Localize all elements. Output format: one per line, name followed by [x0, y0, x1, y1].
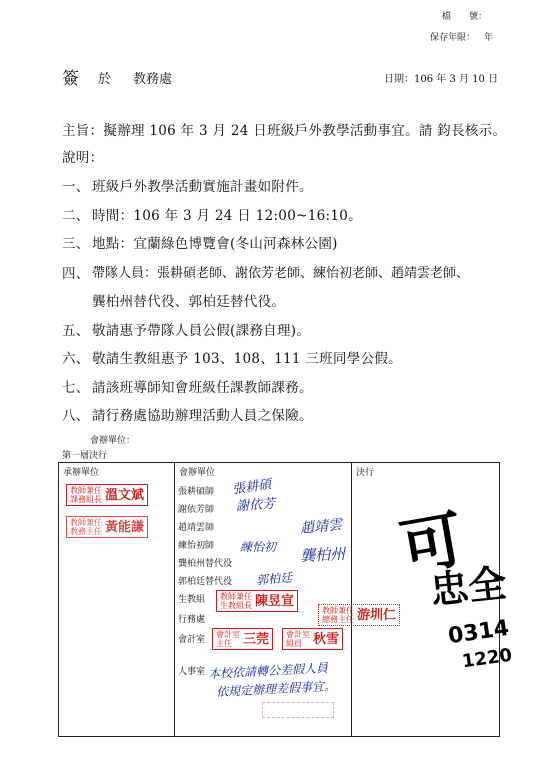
handwritten-signature: 張耕碩	[231, 477, 273, 498]
item-number: 二、	[62, 208, 90, 224]
item-text: 敬請生教組惠予 103、108、111 三班同學公假。	[92, 351, 402, 367]
role-label: 龔柏州替代役	[178, 559, 233, 569]
subject: 主旨：擬辦理 106 年 3 月 24 日班級戶外教學活動事宜。請 鈞長核示。	[62, 123, 507, 139]
item-number: 四、	[62, 266, 90, 282]
final-approval-date: 0314	[446, 615, 511, 650]
faint-stamp	[262, 702, 334, 718]
final-approval-time: 1220	[460, 644, 514, 673]
retention-unit: 年	[484, 33, 494, 43]
item-number: 三、	[62, 236, 90, 252]
department: 教務處	[133, 72, 173, 87]
item-number: 八、	[62, 408, 90, 424]
role-label: 趙靖雲師	[178, 523, 215, 533]
item-text: 請行務處協助辦理活動人員之保險。	[92, 408, 313, 424]
role-label: 會計室	[178, 635, 206, 645]
handwritten-signature: 練怡初	[240, 540, 277, 554]
role-label: 郭柏廷替代役	[178, 577, 233, 587]
final-approver-signature: 忠全	[428, 561, 509, 613]
hr-handwritten-note: 依規定辦理差假事宜。	[215, 678, 337, 700]
item-number: 五、	[62, 323, 90, 339]
file-number-label: 檔 號：	[442, 12, 488, 22]
general-affairs-stamp: 教師兼任 總務主任 游圳仁	[318, 604, 400, 626]
item-number: 一、	[62, 179, 90, 195]
final-approval-mark: 可	[395, 502, 469, 585]
to-word: 於	[98, 72, 112, 87]
item-text: 敬請惠予帶隊人員公假(課務自理)。	[92, 323, 311, 339]
role-label: 練怡初師	[178, 541, 215, 551]
item-text: 請該班導師知會班級任課教師課務。	[92, 380, 313, 396]
item-text: 地點：宜蘭綠色博覽會(冬山河森林公園)	[92, 236, 338, 252]
decision-title: 決行	[356, 468, 375, 478]
handwritten-signature: 趙靖雲	[299, 516, 343, 538]
item-number: 七、	[62, 380, 90, 396]
accounting-stamp-2: 會計室 組員 秋雪	[282, 628, 343, 650]
item-number: 六、	[62, 351, 90, 367]
co-unit-title: 會辦單位	[179, 468, 216, 478]
co-units-label: 會辦單位：	[90, 436, 136, 446]
student-affairs-stamp: 教師兼任 生教組長 陳昱宣	[216, 590, 298, 612]
organizer-title: 承辦單位	[63, 468, 100, 478]
item-text: 班級戶外教學活動實施計畫如附件。	[92, 179, 313, 195]
handwritten-signature: 郭柏廷	[255, 570, 293, 588]
role-label: 生教組	[178, 595, 206, 605]
item-text: 時間：106 年 3 月 24 日 12:00~16:10。	[92, 208, 362, 224]
role-label: 張耕碩師	[178, 487, 215, 497]
handwritten-signature: 龔柏州	[299, 544, 346, 566]
accounting-stamp-1: 會計室 主任 三莞	[212, 628, 273, 650]
doc-date: 日期：106 年 3 月 10 日	[384, 74, 499, 85]
organizer-stamp-2: 教師兼任 教務主任 黃能謙	[66, 516, 148, 538]
item-text-continued: 龔柏州替代役、郭柏廷替代役。	[92, 294, 286, 310]
first-layer-label: 第一層決行	[62, 451, 108, 461]
organizer-stamp-1: 教師兼任 課務組長 溫文斌	[66, 484, 148, 506]
item-text: 帶隊人員：張耕碩老師、謝依芳老師、練怡初老師、趙靖雲老師、	[92, 266, 470, 281]
role-label: 謝依芳師	[178, 505, 215, 515]
handwritten-signature: 謝依芳	[235, 496, 276, 515]
hr-handwritten-note: 本校依請轉公差假人員	[207, 660, 329, 682]
role-label: 人事室	[178, 667, 206, 677]
explain-label: 說明：	[62, 150, 104, 166]
doc-type: 簽	[62, 69, 79, 89]
retention-label: 保存年限：	[430, 33, 476, 43]
role-label: 行務處	[178, 615, 206, 625]
